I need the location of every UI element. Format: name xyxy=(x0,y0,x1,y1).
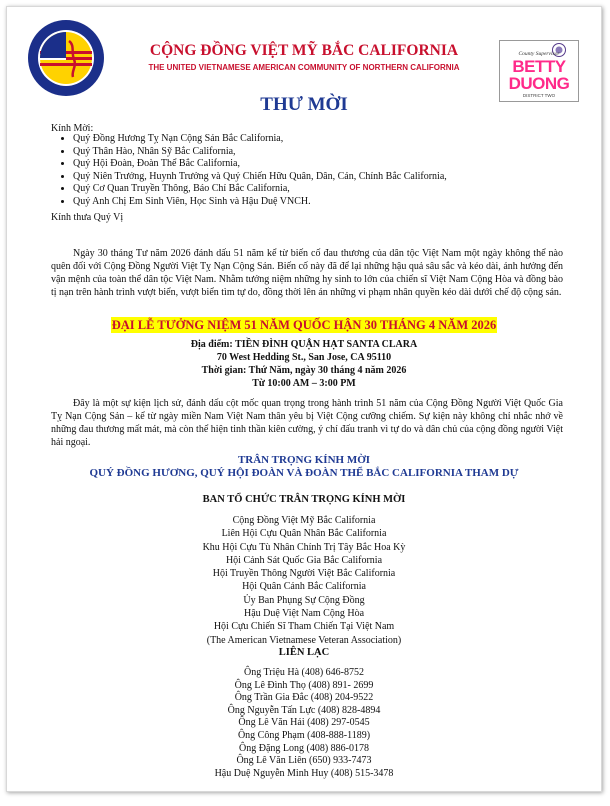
list-item: Hội Truyền Thông Người Việt Bắc California xyxy=(212,568,396,580)
list-item: (The American Vietnamese Veteran Association) xyxy=(206,634,402,646)
list-item: Ông Lê Văn Liên (650) 933-7473 xyxy=(236,755,372,767)
list-item: • Quý Anh Chị Em Sinh Viên, Học Sinh và Hậu Duệ VNCH. xyxy=(73,196,583,209)
list-item: Khu Hội Cựu Tù Nhân Chính Trị Tây Bắc Hoa Kỳ xyxy=(202,541,406,553)
list-item: • Quý Đồng Hương Tỵ Nạn Cộng Sản Bắc California, xyxy=(73,133,583,146)
event-title-text: ĐẠI LỄ TƯỞNG NIỆM 51 NĂM QUỐC HẬN 30 THÁNG 4 NĂM 2026 xyxy=(111,318,497,332)
list-item: Ông Công Phạm (408-888-1189) xyxy=(237,729,371,741)
history-paragraph: Đây là một sự kiện lịch sử, đánh dấu cột mốc quan trọng trong hành trình 51 năm của Cộng Đồng Người Việt Quốc Gia Tỵ Nạn Cộng Sản – kể từ ngày miền Nam Việt Nam thân yêu bị Việt Cộng cưỡng chiếm. Sự kiện này không chỉ nhắc nhớ về những đau thương mất mát, mà còn thể hiện tinh thần kiên cường, ý chí đấu tranh vì tự do và dân chủ của cộng đồng người Việt hải ngoại. xyxy=(51,398,563,448)
greeting: Kính thưa Quý Vị xyxy=(51,212,124,223)
list-item: Hậu Duệ Nguyễn Minh Huy (408) 515-3478 xyxy=(214,767,394,779)
contact-heading: LIÊN LẠC xyxy=(278,647,330,658)
letterhead xyxy=(7,7,601,98)
list-item: • Quý Thân Hào, Nhân Sỹ Bắc California, xyxy=(73,146,583,159)
invitation-page xyxy=(6,6,602,792)
list-item: Ông Nguyễn Tấn Lực (408) 828-4894 xyxy=(227,704,381,716)
list-item: • Quý Cơ Quan Truyền Thông, Báo Chí Bắc California, xyxy=(73,183,583,196)
badge-caption: County Supervisor xyxy=(518,51,560,57)
list-item: Cộng Đồng Việt Mỹ Bắc California xyxy=(232,515,376,526)
list-item: Hậu Duệ Việt Nam Cộng Hòa xyxy=(243,608,365,620)
list-item: Ông Đặng Long (408) 886-0178 xyxy=(239,742,369,754)
org-subtitle: THE UNITED VIETNAMESE AMERICAN COMMUNITY OF NORTHERN CALIFORNIA xyxy=(148,63,460,72)
community-seal-logo xyxy=(27,19,105,97)
list-item: Ông Lê Đình Thọ (408) 891- 2699 xyxy=(234,679,374,691)
intro-paragraph: Ngày 30 tháng Tư năm 2026 đánh dấu 51 năm kể từ biến cố đau thương của dân tộc Việt Nam một ngày không thể nào quên đối với Cộng Đồng Người Việt Tỵ Nạn Cộng Sản. Biến cố này đã để lại những hậu quả sâu sắc và kéo dài, ảnh hưởng đến vận mệnh của toàn thể dân tộc Việt Nam. Nhằm tưởng niệm những hy sinh to lớn của chiến sĩ Việt Nam Cộng Hòa và đồng bào tị nạn trên hành trình vượt biển, vượt biển tìm tự do, đồng thời lên án những vi phạm nhân quyền kéo dài dưới chế độ cộng sản. xyxy=(51,248,563,298)
respect-heading: TRÂN TRỌNG KÍNH MỜI xyxy=(237,454,371,466)
list-item: Ông Lê Văn Hải (408) 297-0545 xyxy=(238,717,370,729)
org-title: CỘNG ĐỒNG VIỆT MỸ BẮC CALIFORNIA xyxy=(149,42,459,59)
event-title xyxy=(7,316,601,334)
event-address: 70 West Hedding St., San Jose, CA 95110 xyxy=(216,352,392,363)
list-item: Hội Quân Cảnh Bắc California xyxy=(242,581,366,593)
contact-list xyxy=(7,667,601,780)
organizers-list xyxy=(7,514,601,647)
list-item: Hội Cảnh Sát Quốc Gia Bắc California xyxy=(225,554,383,566)
list-item: Liên Hội Cựu Quân Nhân Bắc California xyxy=(221,528,387,540)
list-item: • Quý Niên Trưởng, Huynh Trưởng và Quý Chiến Hữu Quân, Dân, Cán, Chính Bắc California, xyxy=(73,171,583,184)
letter-title: THƯ MỜI xyxy=(260,94,348,115)
list-item: Ông Triệu Hà (408) 646-8752 xyxy=(244,667,364,678)
event-location: Địa điểm: TIỀN ĐÌNH QUẬN HẠT SANTA CLARA xyxy=(190,339,418,350)
badge-name-line1: BETTY xyxy=(512,57,566,76)
list-item: • Quý Hội Đoàn, Đoàn Thể Bắc California, xyxy=(73,158,583,171)
list-item: Hội Cựu Chiến Sĩ Tham Chiến Tại Việt Nam xyxy=(213,621,395,633)
badge-district: DISTRICT TWO xyxy=(522,93,556,98)
organizers-heading: BAN TỔ CHỨC TRÂN TRỌNG KÍNH MỜI xyxy=(202,494,406,505)
event-hours: Từ 10:00 AM – 3:00 PM xyxy=(252,378,356,389)
invite-audience-heading: QUÝ ĐỒNG HƯƠNG, QUÝ HỘI ĐOÀN VÀ ĐOÀN THỂ BẮC CALIFORNIA THAM DỰ xyxy=(89,467,519,479)
event-date: Thời gian: Thứ Năm, ngày 30 tháng 4 năm 2026 xyxy=(201,365,407,376)
invitee-list xyxy=(51,133,583,209)
list-item: Ủy Ban Phụng Sự Cộng Đồng xyxy=(243,594,365,606)
supervisor-badge-logo xyxy=(499,40,579,102)
list-item: Ông Trần Gia Đắc (408) 204-9522 xyxy=(234,692,374,704)
salutation: Kính Mời: xyxy=(51,123,94,134)
badge-name-line2: DUONG xyxy=(508,74,570,93)
